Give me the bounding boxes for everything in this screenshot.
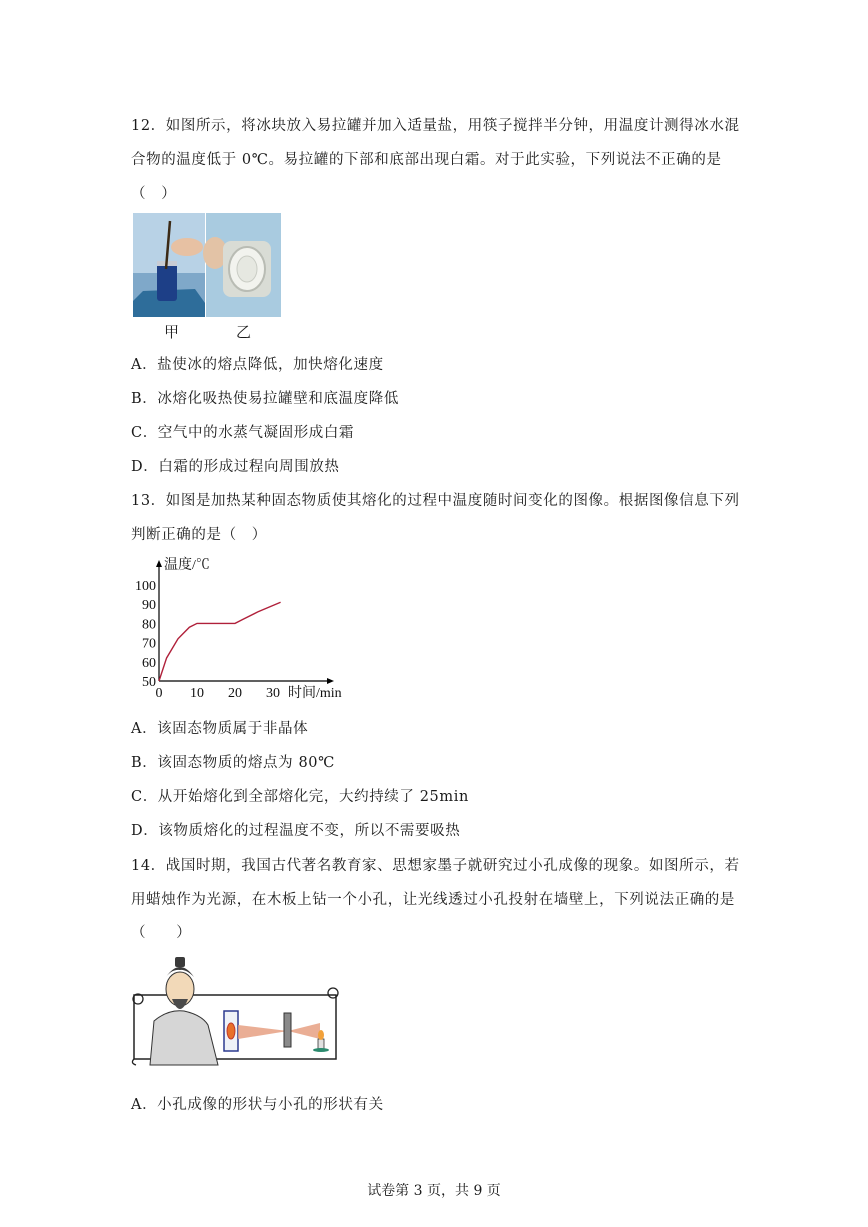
- q14-stem-line1: 14．战国时期，我国古代著名教育家、思想家墨子就研究过小孔成像的现象。如图所示，若: [131, 858, 740, 874]
- q13-option-c: C．从开始熔化到全部熔化完，大约持续了 25min: [131, 789, 469, 805]
- q12-photos: [133, 213, 281, 317]
- x-axis-arrow: [327, 678, 334, 684]
- fig-label-yi: 乙: [236, 323, 252, 341]
- x-tick-label: 20: [228, 686, 242, 701]
- q14-blank: （ ）: [131, 925, 192, 941]
- q13-option-b: B．该固态物质的熔点为 80℃: [131, 755, 335, 771]
- y-tick-label: 100: [135, 579, 156, 594]
- q14-option-a: A．小孔成像的形状与小孔的形状有关: [131, 1097, 384, 1113]
- q12-option-d: D．白霜的形成过程向周围放热: [131, 459, 340, 475]
- q13-option-a: A．该固态物质属于非晶体: [131, 721, 309, 737]
- q12-stem-line2: 合物的温度低于 0℃。易拉罐的下部和底部出现白霜。对于此实验，下列说法不正确的是: [131, 152, 722, 168]
- x-tick-label: 0: [155, 686, 163, 701]
- q12-photo-figure: [133, 213, 281, 317]
- y-tick-label: 60: [142, 655, 156, 671]
- pinhole-scene: [128, 955, 342, 1067]
- fig-label-jia: 甲: [164, 323, 180, 341]
- q13-option-d: D．该物质熔化的过程温度不变，所以不需要吸热: [131, 823, 461, 839]
- pinhole-board: [284, 1013, 291, 1047]
- q13-stem-line2: 判断正确的是（ ）: [131, 527, 267, 543]
- q12-blank: （ ）: [131, 186, 177, 202]
- y-tick-label: 50: [142, 675, 156, 690]
- candle-flame: [318, 1030, 324, 1040]
- x-axis-label: 时间/min: [288, 686, 342, 701]
- y-axis-label: 温度/℃: [164, 558, 210, 573]
- y-axis-arrow: [156, 560, 162, 567]
- q12-stem-line1: 12．如图所示，将冰块放入易拉罐并加入适量盐，用筷子搅拌半分钟，用温度计测得冰水混: [131, 118, 740, 134]
- q12-option-c: C．空气中的水蒸气凝固形成白霜: [131, 425, 355, 441]
- hand: [171, 238, 203, 256]
- q12-option-b: B．冰熔化吸热使易拉罐壁和底温度降低: [131, 391, 399, 407]
- page-footer: 试卷第 3 页，共 9 页: [367, 1183, 501, 1199]
- temperature-curve: [159, 602, 281, 681]
- mozi-pinhole-illustration: [128, 955, 342, 1067]
- x-tick-label: 30: [266, 686, 280, 701]
- q13-stem-line1: 13．如图是加热某种固态物质使其熔化的过程中温度随时间变化的图像。根据图像信息下列: [131, 493, 740, 509]
- q14-stem-line2: 用蜡烛作为光源，在木板上钻一个小孔，让光线透过小孔投射在墙壁上，下列说法正确的是: [131, 892, 735, 908]
- y-tick-label: 80: [142, 617, 156, 633]
- x-tick-label: 10: [190, 686, 204, 701]
- y-tick-label: 90: [142, 598, 156, 614]
- candle: [318, 1039, 324, 1049]
- y-tick-label: 70: [142, 636, 156, 652]
- q12-option-a: A．盐使冰的熔点降低，加快熔化速度: [131, 357, 384, 373]
- temperature-time-graph: [131, 553, 361, 701]
